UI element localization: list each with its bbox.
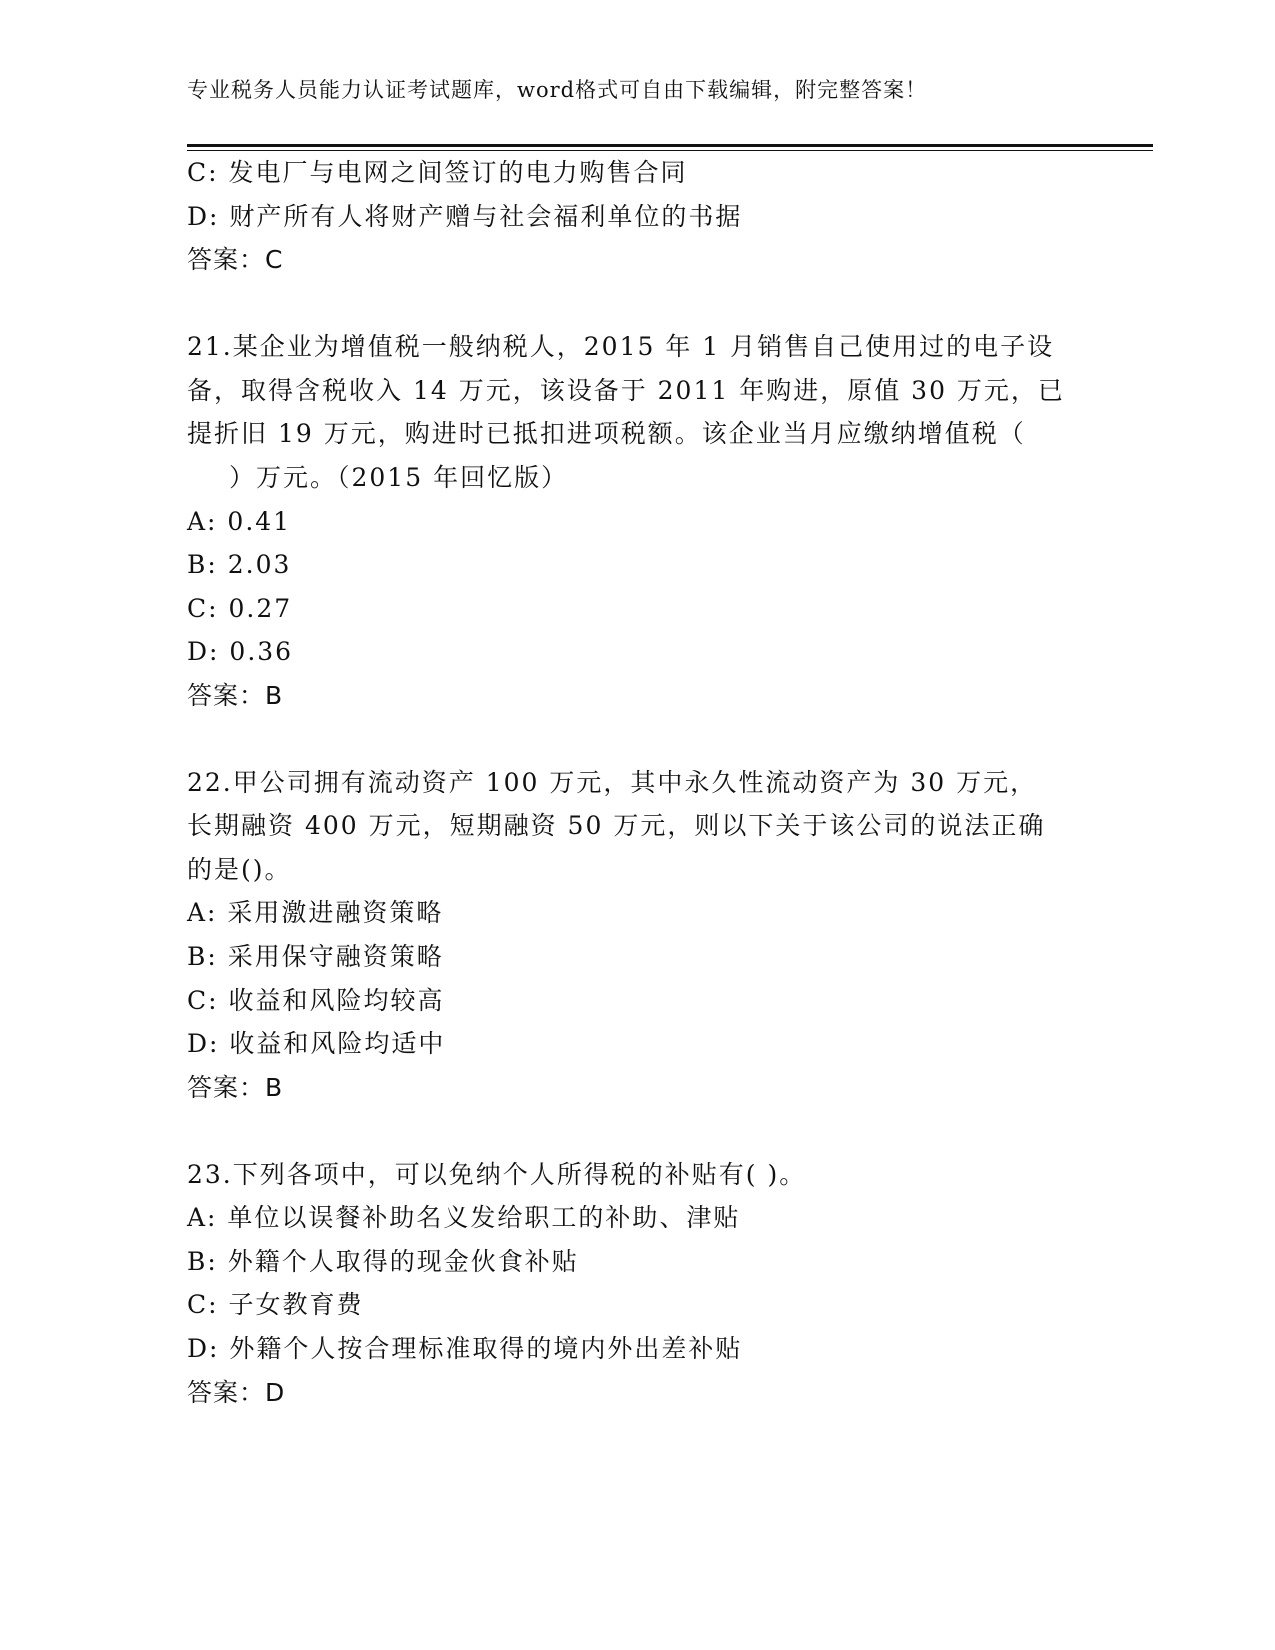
q23-answer: 答案：D [187, 1378, 286, 1407]
q22-option-a: A: 采用激进融资策略 [187, 898, 444, 927]
q21-stem-line-2: 备，取得含税收入 14 万元，该设备于 2011 年购进，原值 30 万元，已 [187, 376, 1065, 405]
q23-option-a: A: 单位以误餐补助名义发给职工的补助、津贴 [187, 1203, 741, 1232]
header-rule-thick [187, 144, 1153, 147]
q21-stem-line-4: ）万元。（2015 年回忆版） [229, 463, 569, 492]
q22-option-d: D: 收益和风险均适中 [187, 1029, 446, 1058]
q23-option-c: C: 子女教育费 [187, 1290, 364, 1319]
q22-stem-line-2: 长期融资 400 万元，短期融资 50 万元，则以下关于该公司的说法正确 [187, 811, 1046, 840]
q21-option-c: C: 0.27 [187, 594, 293, 623]
q20-answer: 答案：C [187, 245, 284, 274]
q21-option-b: B: 2.03 [187, 550, 292, 579]
q21-stem-line-3: 提折旧 19 万元，购进时已抵扣进项税额。该企业当月应缴纳增值税（ [187, 419, 1026, 448]
q21-option-d: D: 0.36 [187, 637, 294, 666]
q21-option-a: A: 0.41 [187, 507, 292, 536]
q23-option-d: D: 外籍个人按合理标准取得的境内外出差补贴 [187, 1334, 743, 1363]
q22-stem-line-1: 22.甲公司拥有流动资产 100 万元，其中永久性流动资产为 30 万元， [187, 768, 1038, 797]
header-rule-thin [187, 150, 1153, 151]
q21-answer: 答案：B [187, 681, 284, 710]
q23-stem-line-1: 23.下列各项中，可以免纳个人所得税的补贴有( )。 [187, 1160, 807, 1189]
q22-option-b: B: 采用保守融资策略 [187, 942, 444, 971]
q21-stem-line-1: 21.某企业为增值税一般纳税人，2015 年 1 月销售自己使用过的电子设 [187, 332, 1055, 361]
page-header: 专业税务人员能力认证考试题库，word格式可自由下载编辑，附完整答案！ [187, 78, 928, 102]
q20-option-d: D: 财产所有人将财产赠与社会福利单位的书据 [187, 202, 743, 231]
q23-option-b: B: 外籍个人取得的现金伙食补贴 [187, 1247, 579, 1276]
q20-option-c: C: 发电厂与电网之间签订的电力购售合同 [187, 158, 688, 187]
q22-answer: 答案：B [187, 1073, 284, 1102]
q22-option-c: C: 收益和风险均较高 [187, 986, 445, 1015]
q22-stem-line-3: 的是()。 [187, 855, 292, 884]
